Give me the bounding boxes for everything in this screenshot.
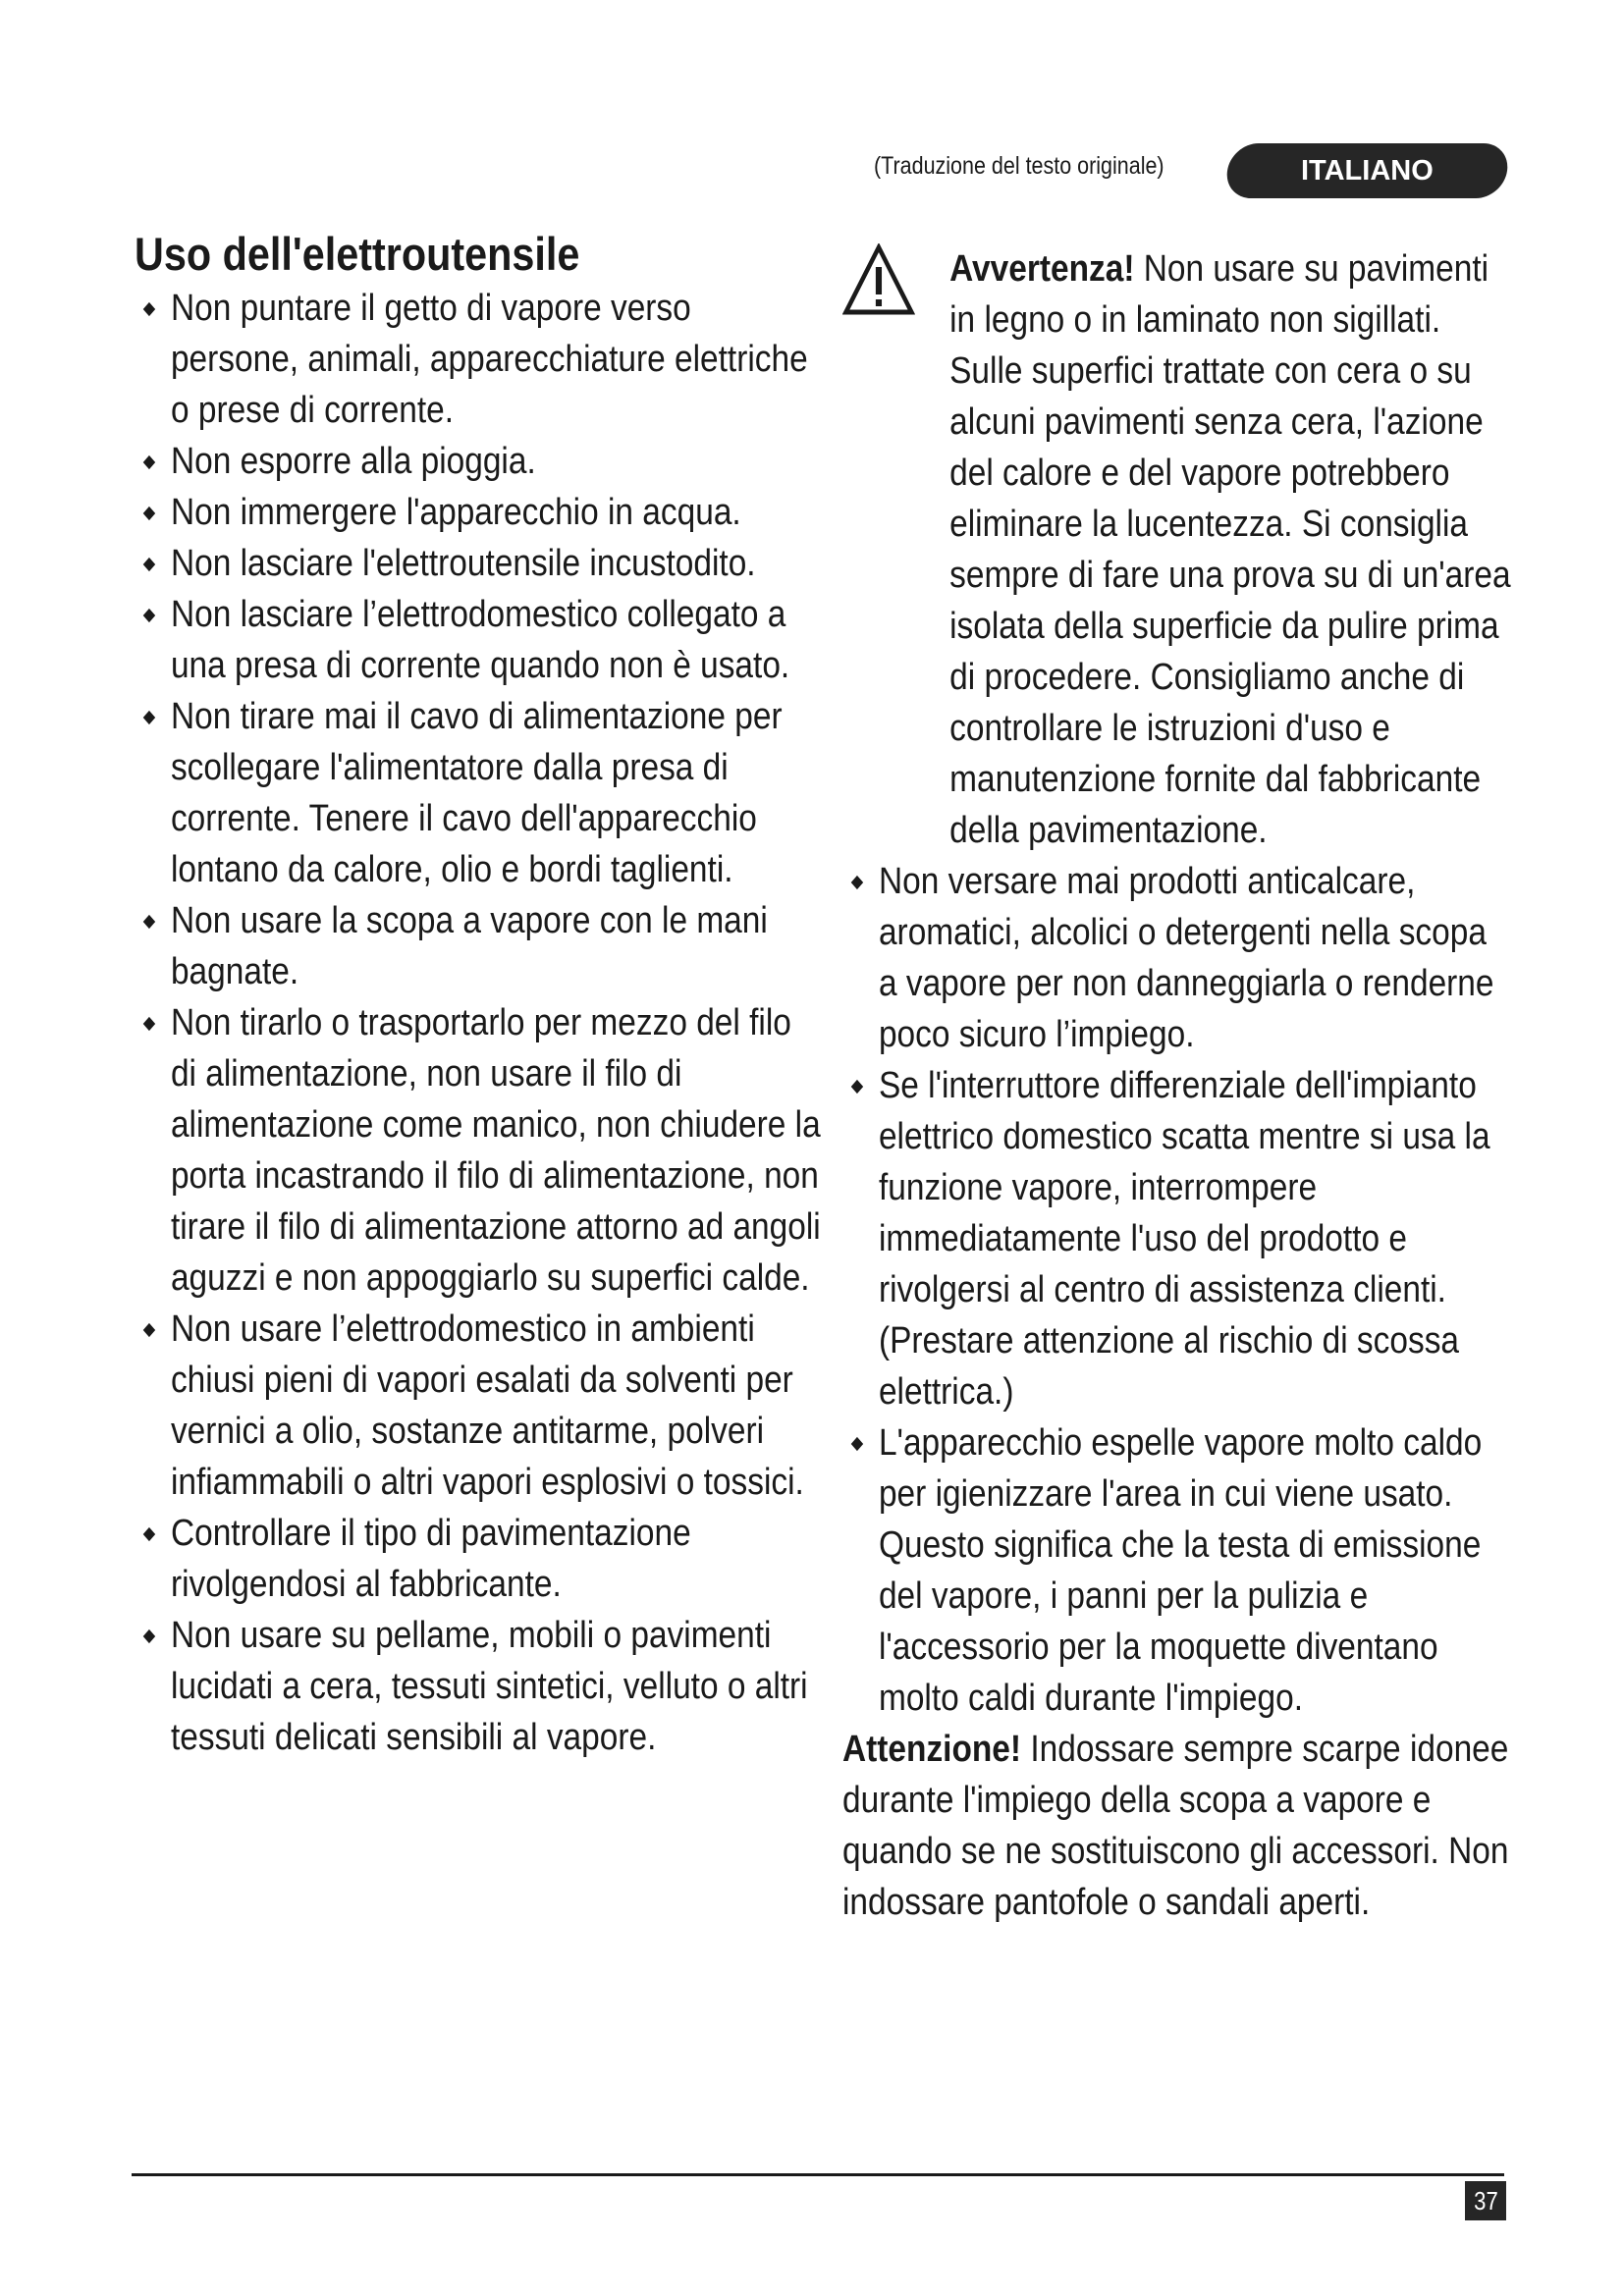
right-column <box>842 243 1510 1928</box>
list-item <box>135 436 824 487</box>
list-item <box>842 856 1512 1060</box>
warning-block <box>842 243 1512 856</box>
language-badge <box>1223 143 1511 198</box>
left-list-wrapper <box>135 283 824 1763</box>
attention-paragraph <box>842 1724 1512 1928</box>
list-item <box>135 283 824 436</box>
list-item <box>842 1060 1512 1417</box>
translation-note: (Traduzione del testo originale) <box>874 152 1164 180</box>
list-item <box>135 691 824 895</box>
list-item-text: Non tirarlo o trasportarlo per mezzo del filo di alimentazione, non usare il filo di alimentazione come manico, non chiudere la porta incastrando il filo di alimentazione, non tirare il filo di alimentazione attorno ad angoli aguzzi e non appoggiarlo su superfici calde. <box>170 1002 821 1299</box>
list-item-text: Non usare su pellame, mobili o pavimenti lucidati a cera, tessuti sintetici, velluto o altri tessuti delicati sensibili al vapore. <box>170 1615 808 1758</box>
list-item-text: Non lasciare l'elettroutensile incustodito. <box>170 543 756 584</box>
diamond-bullet-icon <box>143 1527 155 1541</box>
list-item-text: Non usare l’elettrodomestico in ambienti chiusi pieni di vapori esalati da solventi per vernici a olio, sostanze antitarme, polveri infiammabili o altri vapori esplosivi o tossici. <box>170 1308 804 1503</box>
list-item <box>135 997 824 1304</box>
list-item <box>135 538 824 589</box>
list-item-text: Non puntare il getto di vapore verso persone, animali, apparecchiature elettriche o prese di corrente. <box>170 288 808 431</box>
right-bullet-list <box>842 856 1512 1724</box>
list-item <box>135 1610 824 1763</box>
diamond-bullet-icon <box>143 609 155 622</box>
list-item-text: Controllare il tipo di pavimentazione rivolgendosi al fabbricante. <box>170 1513 691 1605</box>
list-item-text: Non esporre alla pioggia. <box>170 441 536 482</box>
diamond-bullet-icon <box>851 1437 863 1451</box>
diamond-bullet-icon <box>851 876 863 889</box>
list-item-text: Non immergere l'apparecchio in acqua. <box>170 492 741 533</box>
warning-label: Avvertenza! <box>949 248 1135 290</box>
diamond-bullet-icon <box>143 558 155 571</box>
diamond-bullet-icon <box>143 1017 155 1031</box>
list-item-text: Se l'interruttore differenziale dell'impianto elettrico domestico scatta mentre si usa la funzione vapore, interrompere immediatamente l'uso del prodotto e rivolgersi al centro di assistenza clienti. (Prestare attenzione al rischio di scossa elettrica.) <box>878 1065 1490 1413</box>
page-number-label: 37 <box>1473 2186 1498 2216</box>
diamond-bullet-icon <box>143 1323 155 1337</box>
attention-label: Attenzione! <box>842 1729 1022 1770</box>
footer-rule <box>132 2173 1504 2176</box>
attention-text: Indossare sempre scarpe idonee durante l'impiego della scopa a vapore e quando se ne sostituiscono gli accessori. Non indossare pantofole o sandali aperti. <box>842 1729 1509 1923</box>
diamond-bullet-icon <box>143 302 155 316</box>
diamond-bullet-icon <box>143 711 155 724</box>
list-item-text: Non usare la scopa a vapore con le mani bagnate. <box>170 900 768 992</box>
left-bullet-list <box>135 283 824 1763</box>
list-item <box>842 1417 1512 1724</box>
list-item <box>135 1508 824 1610</box>
warning-text: Non usare su pavimenti in legno o in laminato non sigillati. Sulle superfici trattate con cera o su alcuni pavimenti senza cera, l'azione del calore e del vapore potrebbero eliminare la lucentezza. Si consiglia sempre di fare una prova su di un'area isolata della superficie da pulire prima di procedere. Consigliamo anche di controllare le istruzioni d'uso e manutenzione fornite dal fabbricante della pavimentazione. <box>949 248 1511 851</box>
list-item-text: Non tirare mai il cavo di alimentazione per scollegare l'alimentatore dalla presa di corrente. Tenere il cavo dell'apparecchio lontano da calore, olio e bordi taglienti. <box>170 696 783 890</box>
diamond-bullet-icon <box>143 915 155 929</box>
list-item-text: Non versare mai prodotti anticalcare, aromatici, alcolici o detergenti nella scopa a vapore per non danneggiarla o renderne poco sicuro l’impiego. <box>878 861 1494 1055</box>
diamond-bullet-icon <box>143 507 155 520</box>
language-badge-label: ITALIANO <box>1301 155 1434 187</box>
left-column <box>135 226 822 1763</box>
list-item <box>135 895 824 997</box>
warning-triangle-icon <box>842 243 915 316</box>
list-item <box>135 589 824 691</box>
list-item-text: Non lasciare l’elettrodomestico collegato a una presa di corrente quando non è usato. <box>170 594 790 686</box>
section-title: Uso dell'elettroutensile <box>135 228 580 280</box>
list-item <box>135 1304 824 1508</box>
list-item-text: L'apparecchio espelle vapore molto caldo per igienizzare l'area in cui viene usato. Questo significa che la testa di emissione del vapore, i panni per la pulizia e l'accessorio per la moquette diventano molto caldi durante l'impiego. <box>878 1422 1483 1719</box>
diamond-bullet-icon <box>851 1080 863 1094</box>
diamond-bullet-icon <box>143 455 155 469</box>
list-item <box>135 487 824 538</box>
page-number <box>1465 2181 1506 2220</box>
right-content-wrapper <box>842 243 1512 1928</box>
diamond-bullet-icon <box>143 1629 155 1643</box>
